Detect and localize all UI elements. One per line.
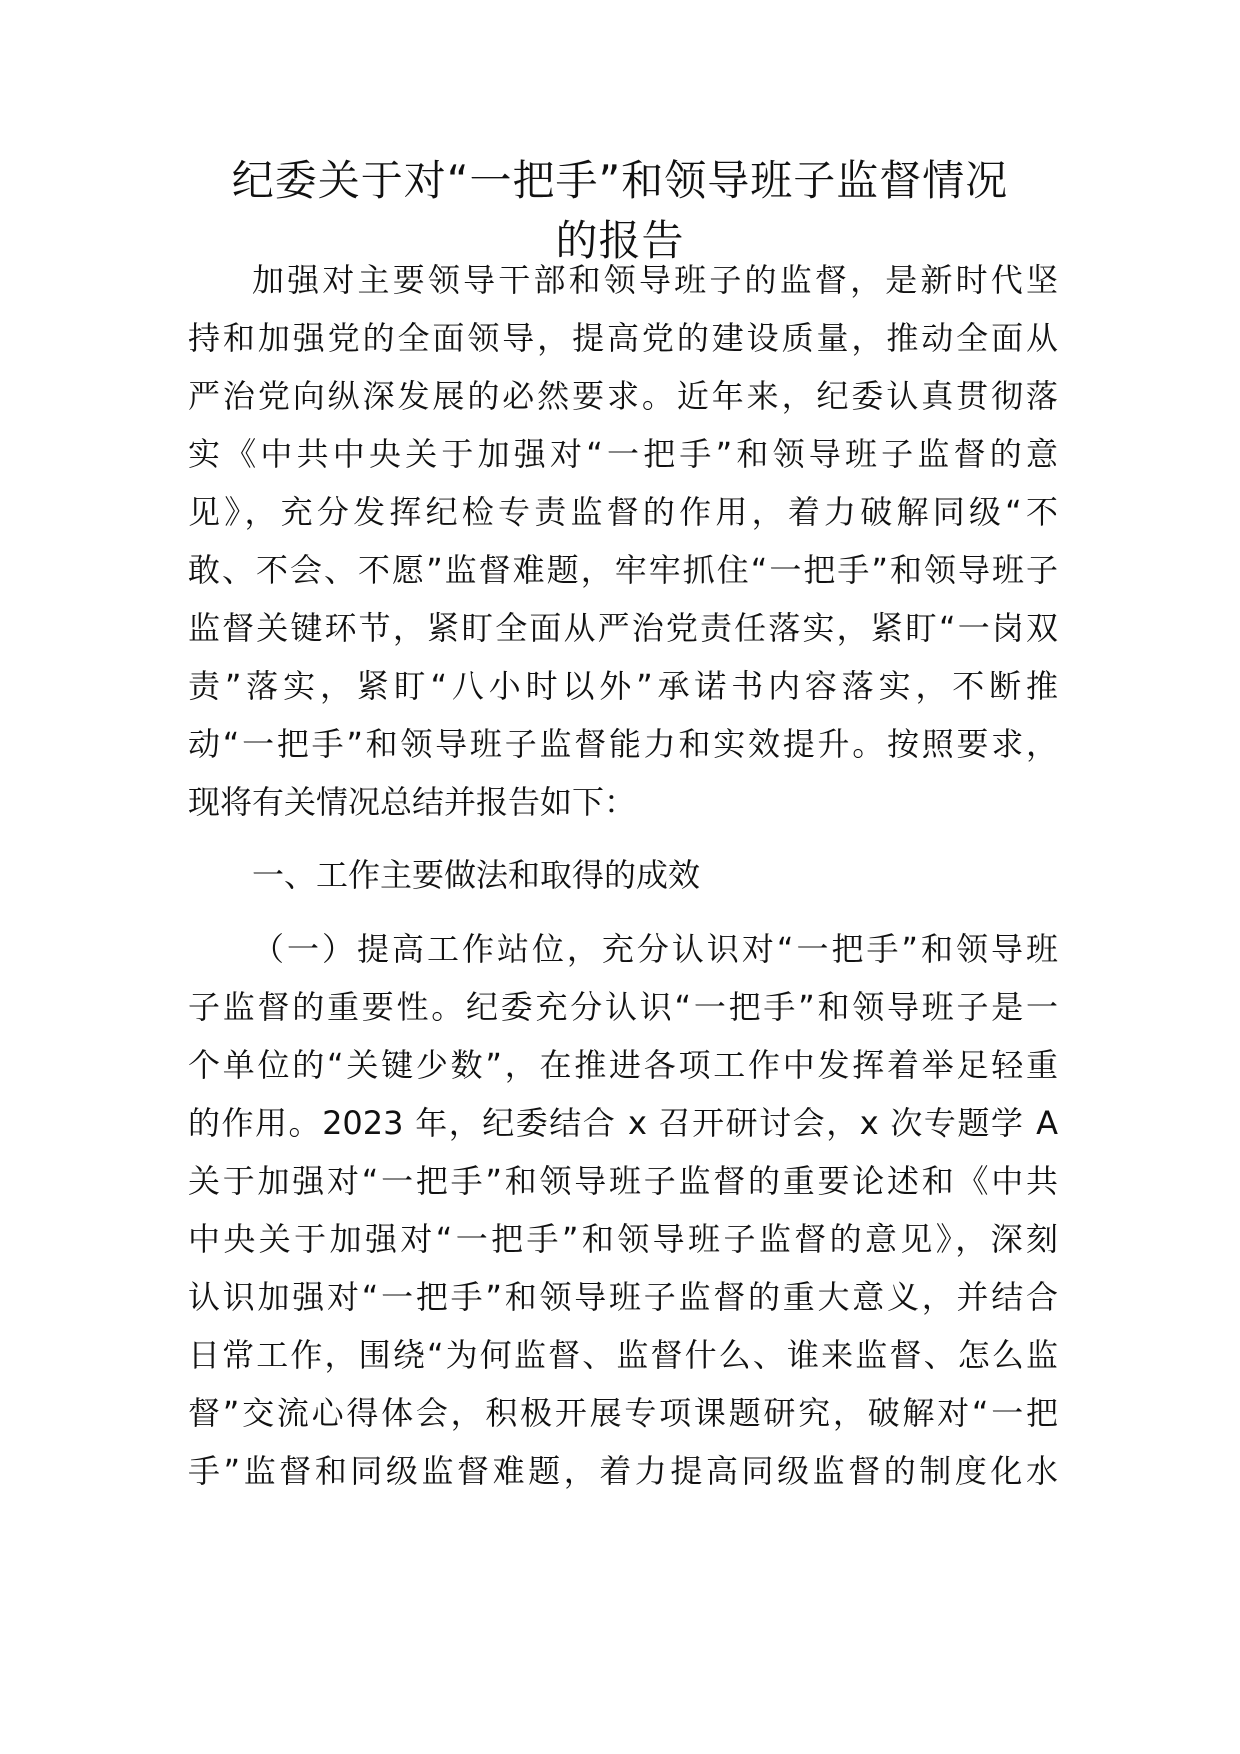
body-line: 责”落实，紧盯“八小时以外”承诺书内容落实，不断推 xyxy=(188,667,1058,705)
body-line: 监督关键环节，紧盯全面从严治党责任落实，紧盯“一岗双 xyxy=(188,609,1058,647)
body-line: 现将有关情况总结并报告如下： xyxy=(188,783,637,821)
body-line: 动“一把手”和领导班子监督能力和实效提升。按照要求， xyxy=(188,725,1058,763)
document-title-line-2: 的报告 xyxy=(555,216,685,265)
body-line: 关于加强对“一把手”和领导班子监督的重要论述和《中共 xyxy=(188,1162,1058,1200)
body-line: （一）提高工作站位，充分认识对“一把手”和领导班 xyxy=(252,930,1058,968)
body-line: 严治党向纵深发展的必然要求。近年来，纪委认真贯彻落 xyxy=(188,377,1058,415)
body-line: 的作用。2023 年，纪委结合 x 召开研讨会，x 次专题学 A xyxy=(188,1104,1058,1142)
body-line: 子监督的重要性。纪委充分认识“一把手”和领导班子是一 xyxy=(188,988,1058,1026)
body-line: 加强对主要领导干部和领导班子的监督，是新时代坚 xyxy=(252,261,1058,299)
body-line: 督”交流心得体会，积极开展专项课题研究，破解对“一把 xyxy=(188,1394,1058,1432)
body-line: 个单位的“关键少数”，在推进各项工作中发挥着举足轻重 xyxy=(188,1046,1058,1084)
body-line: 中央关于加强对“一把手”和领导班子监督的意见》，深刻 xyxy=(188,1220,1058,1258)
body-line: 敢、不会、不愿”监督难题，牢牢抓住“一把手”和领导班子 xyxy=(188,551,1058,589)
body-line: 持和加强党的全面领导，提高党的建设质量，推动全面从 xyxy=(188,319,1058,357)
body-line: 日常工作，围绕“为何监督、监督什么、谁来监督、怎么监 xyxy=(188,1336,1058,1374)
body-line: 认识加强对“一把手”和领导班子监督的重大意义，并结合 xyxy=(188,1278,1058,1316)
body-line: 手”监督和同级监督难题，着力提高同级监督的制度化水 xyxy=(188,1452,1058,1490)
body-line: 见》，充分发挥纪检专责监督的作用，着力破解同级“不 xyxy=(188,493,1058,531)
document-title-line-1: 纪委关于对“一把手”和领导班子监督情况 xyxy=(231,156,1009,205)
section-heading: 一、工作主要做法和取得的成效 xyxy=(252,856,701,894)
body-line: 实《中共中央关于加强对“一把手”和领导班子监督的意 xyxy=(188,435,1058,473)
